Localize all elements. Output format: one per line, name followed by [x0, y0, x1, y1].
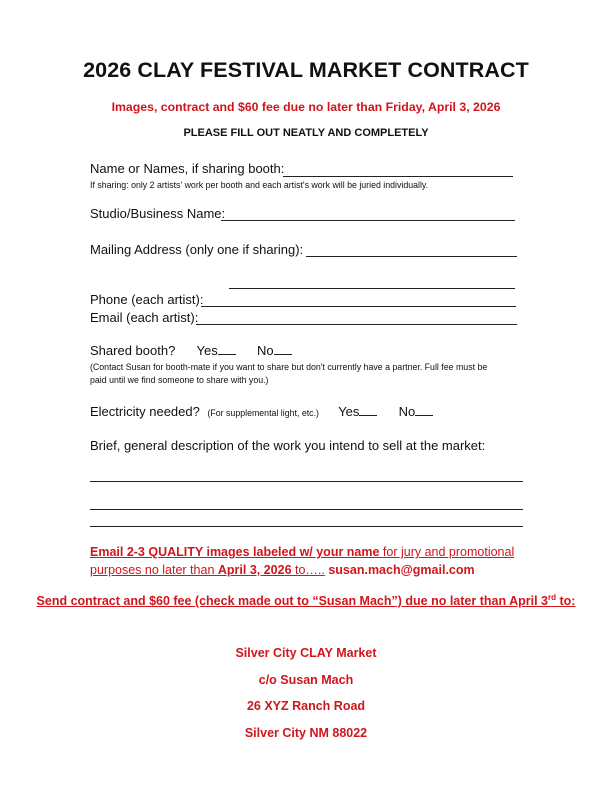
send-contract-text: Send contract and $60 fee (check made out to “Susan Mach”) due no later than April 3 [36, 594, 548, 609]
address-line-3: 26 XYZ Ranch Road [246, 699, 366, 713]
shared-booth-label: Shared booth? [90, 343, 176, 358]
email-images-emphasis: Email 2-3 QUALITY images labeled w/ your name [90, 545, 380, 559]
shared-no-blank[interactable] [274, 344, 292, 355]
deadline-notice: Images, contract and $60 fee due no later than Friday, April 3, 2026 [111, 100, 501, 114]
send-contract-end: to: [556, 594, 576, 609]
electricity-no-blank[interactable] [415, 405, 433, 416]
address-line-2: c/o Susan Mach [258, 673, 354, 687]
email-purpose-text: purposes no later than [90, 563, 218, 577]
phone-input-line[interactable] [201, 306, 516, 307]
email-deadline-date: April 3, 2026 [217, 563, 292, 577]
shared-no-option[interactable] [257, 343, 292, 358]
shared-note-line-1: (Contact Susan for booth-mate if you want to share but don't currently have a partner. Full fee must be [90, 362, 488, 372]
email-images-purpose: for jury and promotional [379, 545, 515, 559]
email-images-line-2 [90, 563, 475, 577]
names-note: If sharing: only 2 artists' work per booth and each artist's work will be juried individually. [90, 180, 429, 190]
shared-yes-blank[interactable] [218, 344, 236, 355]
address-line-4: Silver City NM 88022 [244, 726, 368, 740]
electricity-label: Electricity needed? [90, 404, 200, 419]
studio-label: Studio/Business Name: [90, 206, 226, 221]
address-line-1: Silver City CLAY Market [235, 646, 377, 660]
electricity-yes-label: Yes [338, 404, 360, 419]
contact-email-link[interactable]: susan.mach@gmail.com [324, 563, 475, 577]
email-to-text: to….. [291, 563, 325, 577]
send-contract-instruction [0, 593, 612, 608]
electricity-note: (For supplemental light, etc.) [207, 408, 319, 418]
description-line-2[interactable] [90, 509, 523, 510]
email-images-line-1 [90, 545, 514, 559]
phone-label: Phone (each artist): [90, 292, 204, 307]
fill-instructions: PLEASE FILL OUT NEATLY AND COMPLETELY [183, 127, 429, 139]
electricity-question [90, 404, 433, 419]
shared-no-label: No [257, 343, 274, 358]
email-label: Email (each artist): [90, 310, 199, 325]
shared-note-line-2: paid until we find someone to share with you.) [90, 375, 269, 385]
send-contract-ordinal: rd [548, 593, 556, 602]
email-input-line[interactable] [196, 324, 517, 325]
names-label: Name or Names, if sharing booth: [90, 161, 285, 176]
description-line-3[interactable] [90, 526, 523, 527]
electricity-no-label: No [398, 404, 416, 419]
mailing-input-line-2[interactable] [229, 288, 515, 289]
shared-yes-label: Yes [196, 343, 218, 358]
contract-title: 2026 CLAY FESTIVAL MARKET CONTRACT [83, 58, 529, 82]
description-line-1[interactable] [90, 481, 523, 482]
studio-input-line[interactable] [221, 220, 515, 221]
electricity-no-option[interactable] [399, 404, 434, 419]
names-input-line[interactable] [283, 176, 513, 177]
mailing-label: Mailing Address (only one if sharing): [90, 242, 304, 257]
shared-yes-option[interactable] [197, 343, 236, 358]
description-label: Brief, general description of the work you intend to sell at the market: [90, 438, 486, 453]
shared-booth-question [90, 343, 292, 358]
electricity-yes-option[interactable] [338, 404, 377, 419]
mailing-input-line-1[interactable] [306, 256, 517, 257]
electricity-yes-blank[interactable] [359, 405, 377, 416]
